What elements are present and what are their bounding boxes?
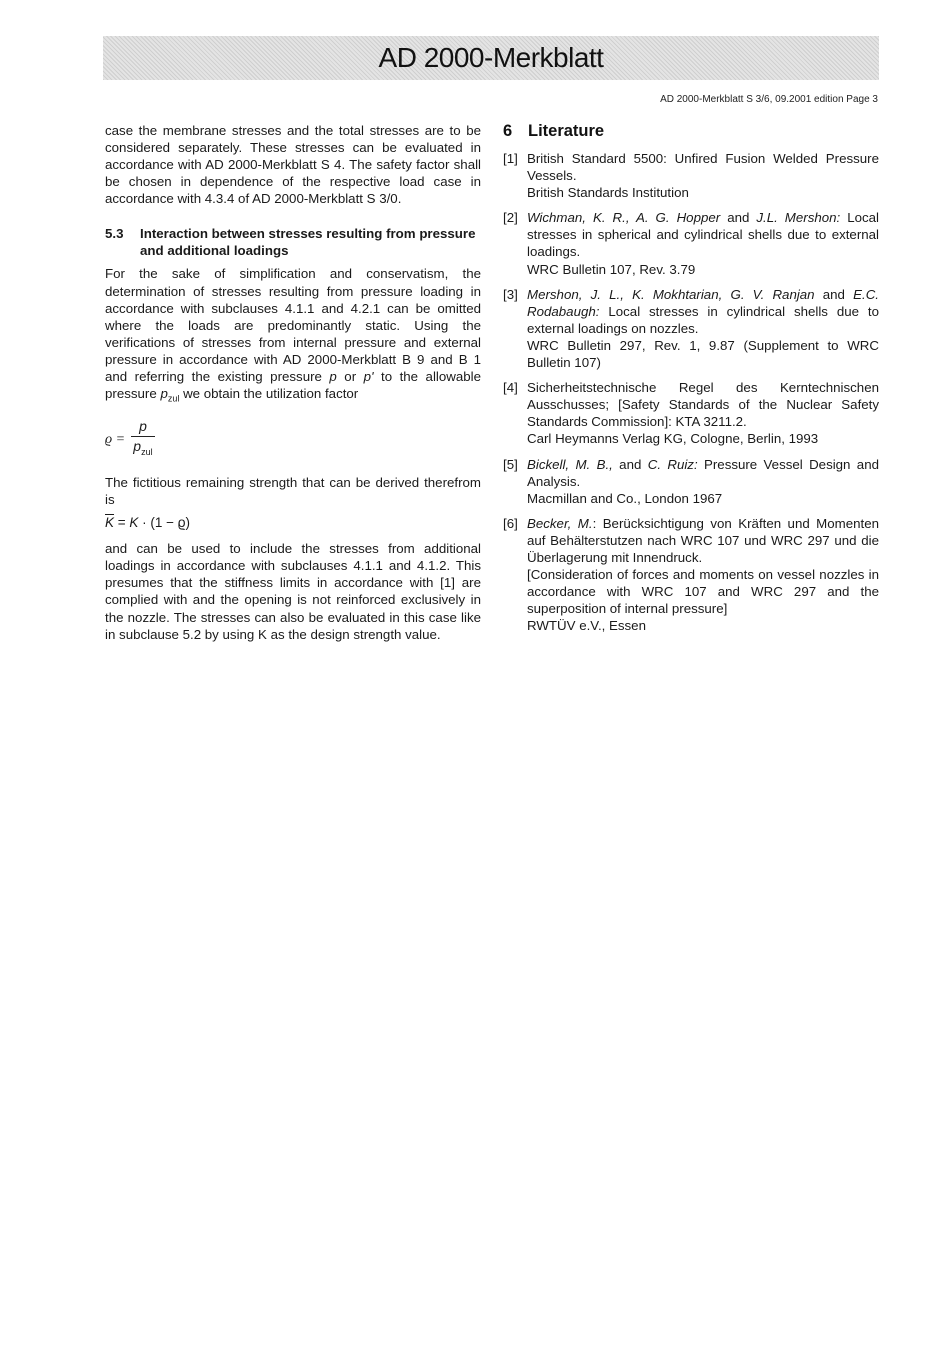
reference-title: Becker, M.: Berücksichtigung von Kräften und Momenten auf Behälterstutzen nach WRC 107 und WRC 297 und die Überlagerung mit Innendruck. (527, 515, 880, 565)
page-reference: AD 2000-Merkblatt S 3/6, 09.2001 edition Page 3 (660, 94, 878, 105)
reference-publisher: Carl Heymanns Verlag KG, Cologne, Berlin, 1993 (527, 431, 819, 447)
formula-denominator: $p_{zul}$ (133, 438, 153, 458)
reference-publisher: British Standards Institution (527, 185, 689, 201)
section-title: Literature (528, 122, 605, 140)
section-heading-literature (503, 122, 879, 140)
intro-paragraph: case the membrane stresses and the total stresses are to be considered separately. These stresses can be evaluated in accordance with AD 2000-Merkblatt S 4. The safety factor shall be chosen in dependence of the respective load case in accordance with 4.3.4 of AD 2000-Merkblatt S 3/0. (105, 123, 481, 207)
reference-publisher: WRC Bulletin 107, Rev. 3.79 (527, 261, 696, 277)
reference-title: Wichman, K. R., A. G. Hopper and J.L. Mershon: Local stresses in spherical and cylindrical shells due to external loadings. (527, 210, 880, 260)
reference-publisher: Macmillan and Co., London 1967 (527, 490, 723, 506)
reference-publisher: RWTÜV e.V., Essen (527, 618, 646, 634)
right-column (503, 122, 879, 642)
formula-numerator: p (131, 418, 155, 437)
reference-title: Sicherheitstechnische Regel des Kerntechnischen Ausschusses; [Safety Standards of the Nuclear Safety Standards Commission]: KTA 3211.2. (527, 380, 879, 430)
reference-translation: [Consideration of forces and moments on vessel nozzles in accordance with WRC 107 and WRC 297 and the superposition of internal pressure] (527, 567, 879, 617)
reference-item (503, 379, 879, 447)
subsection-heading-5-3 (105, 225, 481, 259)
reference-item (503, 150, 879, 201)
banner-title: AD 2000-Merkblatt (378, 42, 604, 73)
reference-item (503, 286, 879, 371)
formula-lhs: ϱ = (105, 432, 126, 448)
paragraph-additional-loadings: and can be used to include the stresses from additional loadings in accordance with subclauses 4.1.1 and 4.1.2. This presumes that the stiffness limits in accordance with [1] are complied with and the opening is not reinforced exclusively in the nozzle. The stresses can also be evaluated in this case like in subclause 5.2 by using K as the design strength value. (105, 541, 481, 642)
reference-title: Mershon, J. L., K. Mokhtarian, G. V. Ranjan and E.C. Rodabaugh: Local stresses in cylindrical shells due to external loadings on nozzles. (527, 286, 879, 336)
reference-number: [6] (503, 515, 518, 531)
formula-fraction (131, 418, 155, 461)
reference-item (503, 209, 879, 277)
reference-number: [4] (503, 380, 518, 396)
paragraph-simplification: For the sake of simplification and conservatism, the determination of stresses resulting from pressure loading in accordance with subclauses 4.1.1 and 4.2.1 can be omitted where the loads are predominantly static. Using the verifications of stresses from internal pressure and external pressure in accordance with AD 2000-Merkblatt B 9 and B 1 and referring the existing pressure p or p' to the allowable pressure $p_{zul}$ we obtain the utilization factor (105, 266, 481, 404)
subsection-number: 5.3 (105, 226, 124, 242)
header-banner (103, 36, 879, 80)
reference-number: [5] (503, 456, 518, 472)
left-column (105, 122, 481, 643)
reference-item (503, 515, 879, 635)
section-number: 6 (503, 122, 513, 140)
reference-publisher: WRC Bulletin 297, Rev. 1, 9.87 (Supplement to WRC Bulletin 107) (527, 337, 879, 371)
utilization-formula (105, 420, 481, 460)
reference-number: [1] (503, 151, 518, 166)
reference-number: [3] (503, 286, 518, 302)
subsection-title: Interaction between stresses resulting from pressure and additional loadings (140, 226, 476, 259)
reference-item (503, 456, 879, 507)
paragraph-fictitious-strength: The fictitious remaining strength that can be derived therefrom is (105, 474, 481, 507)
reference-title: British Standard 5500: Unfired Fusion Welded Pressure Vessels. (527, 151, 879, 184)
reference-number: [2] (503, 210, 518, 226)
reference-title: Bickell, M. B., and C. Ruiz: Pressure Vessel Design and Analysis. (527, 456, 879, 489)
remaining-strength-formula: $\overline{K} = K \cdot (1 - ϱ)$ (105, 515, 191, 531)
